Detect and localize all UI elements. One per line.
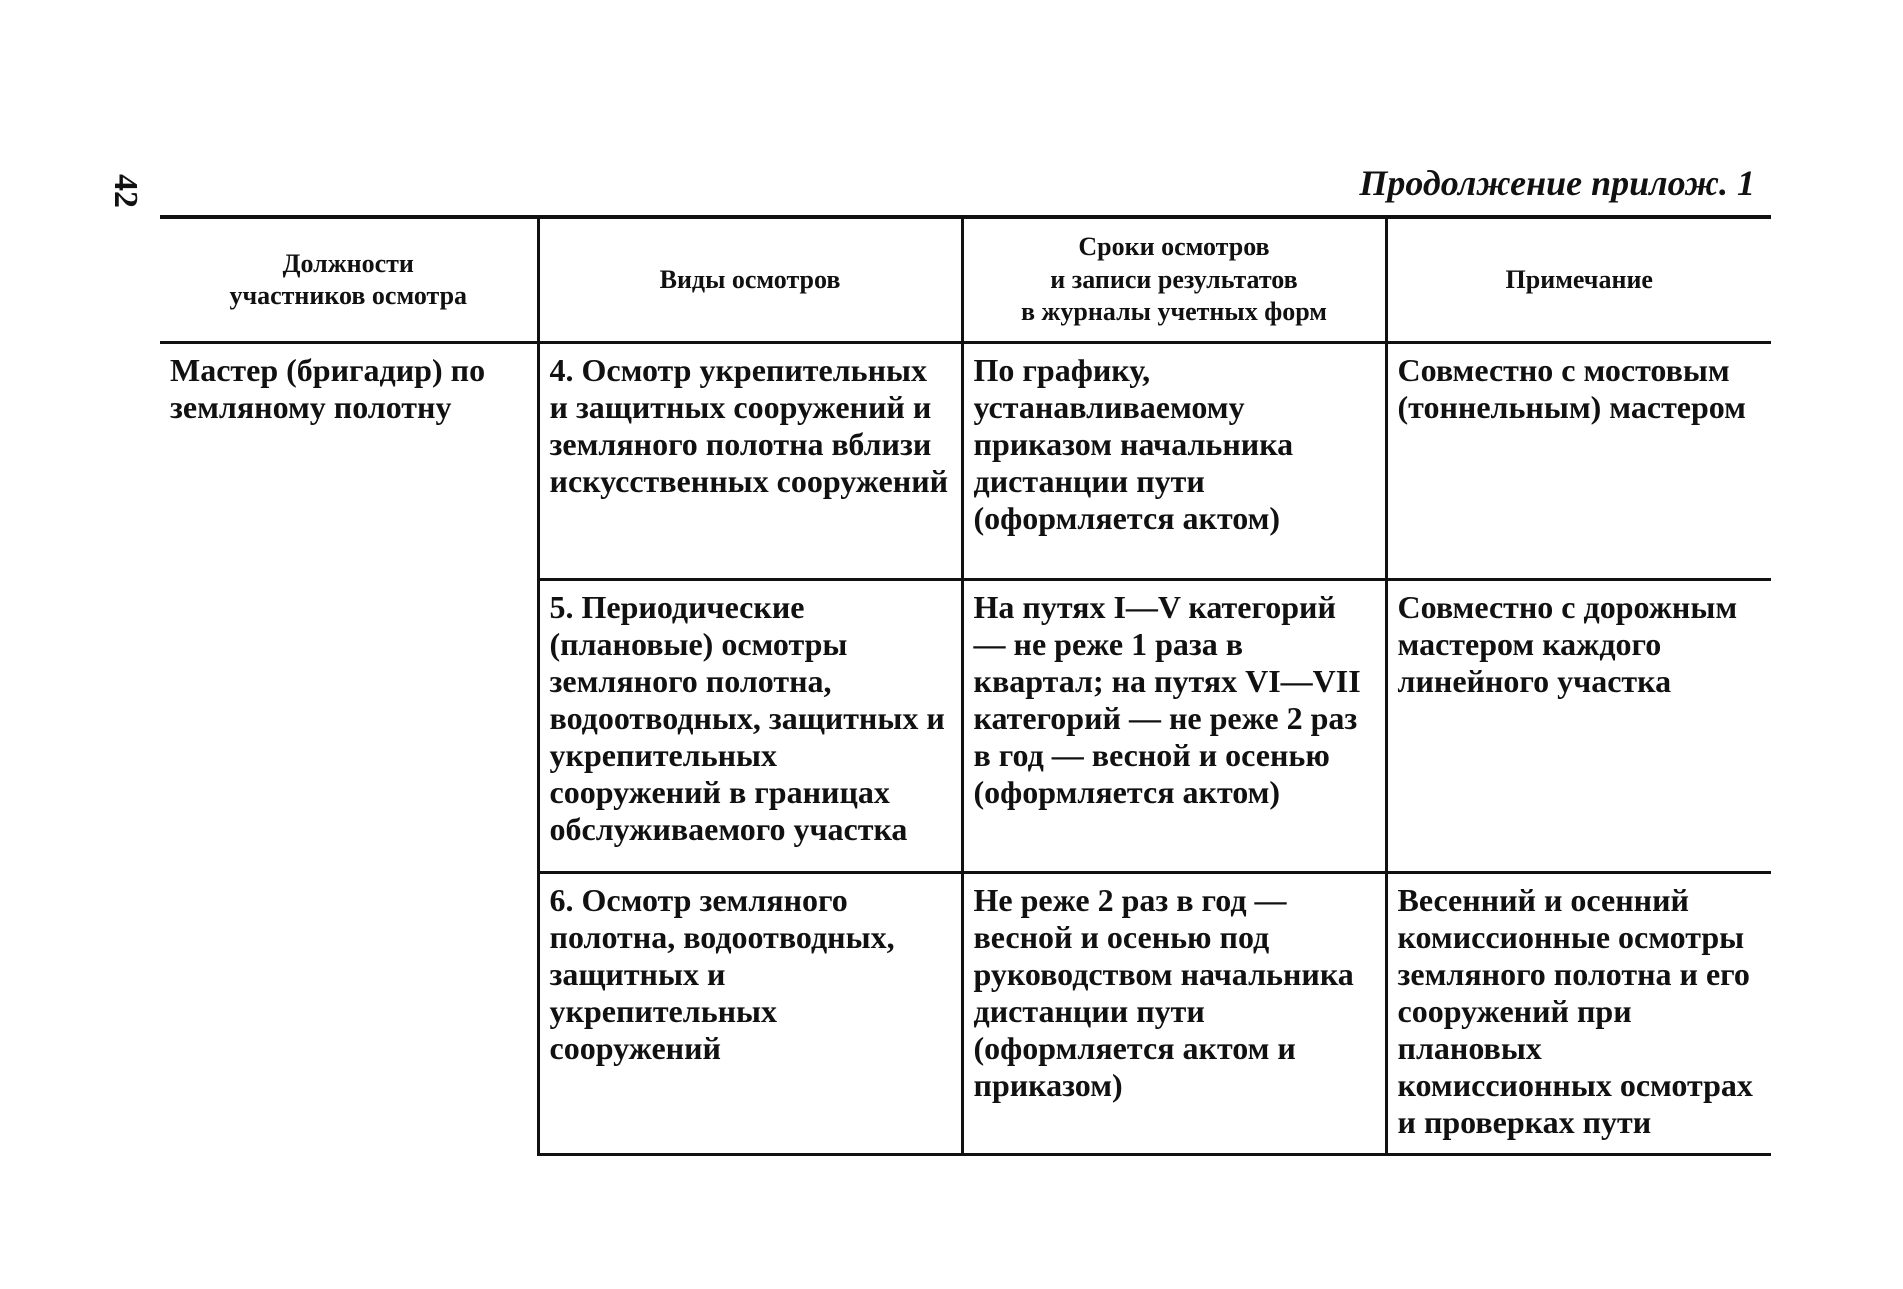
terms-cell bbox=[962, 343, 1386, 580]
inspection-type-cell bbox=[538, 580, 962, 873]
terms-text: Не реже 2 раз в год — весной и осенью под руководством начальника дистанции пути (оформляется актом и приказом) bbox=[973, 882, 1354, 1103]
position-text: Мастер (бригадир) по земляному полотну bbox=[170, 352, 486, 425]
note-text: Совместно с мостовым (тоннельным) мастером bbox=[1397, 352, 1746, 425]
note-text: Весенний и осенний комиссионные осмотры земляного полотна и его сооружений при плановых комиссионных осмотрах и проверках пути bbox=[1397, 882, 1753, 1140]
terms-text: По графику, устанавливаемому приказом начальника дистанции пути (оформляется актом) bbox=[973, 352, 1294, 536]
inspection-type-cell bbox=[538, 873, 962, 1155]
inspection-type-cell bbox=[538, 343, 962, 580]
terms-text: На путях I—V категорий — не реже 1 раза в квартал; на путях VI—VII категорий — не реже 2 раз в год — весной и осенью (оформляется актом) bbox=[973, 589, 1361, 810]
terms-cell bbox=[962, 580, 1386, 873]
header-positions: Должности участников осмотра bbox=[160, 217, 538, 343]
table-row bbox=[160, 343, 1771, 580]
header-terms-and-records: Сроки осмотров и записи результатов в журналы учетных форм bbox=[962, 217, 1386, 343]
continuation-title: Продолжение прилож. 1 bbox=[1359, 163, 1755, 203]
note-text: Совместно с дорожным мастером каждого линейного участка bbox=[1397, 589, 1738, 699]
header-inspection-types: Виды осмотров bbox=[538, 217, 962, 343]
inspection-table bbox=[160, 215, 1771, 1156]
note-cell bbox=[1386, 343, 1771, 580]
table-header-row bbox=[160, 217, 1771, 343]
note-cell bbox=[1386, 580, 1771, 873]
header-note: Примечание bbox=[1386, 217, 1771, 343]
inspection-type-text: 6. Осмотр земляного полотна, водоотводных, защитных и укрепительных сооружений bbox=[549, 882, 895, 1066]
note-cell bbox=[1386, 873, 1771, 1155]
terms-cell bbox=[962, 873, 1386, 1155]
position-cell bbox=[160, 343, 538, 1155]
inspection-type-text: 4. Осмотр укрепительных и защитных сооружений и земляного полотна вблизи искусственных сооружений bbox=[549, 352, 949, 499]
page-number: 42 bbox=[107, 174, 144, 208]
inspection-type-text: 5. Периодические (плановые) осмотры земляного полотна, водоотводных, защитных и укрепительных сооружений в границах обслуживаемого участка bbox=[549, 589, 945, 847]
